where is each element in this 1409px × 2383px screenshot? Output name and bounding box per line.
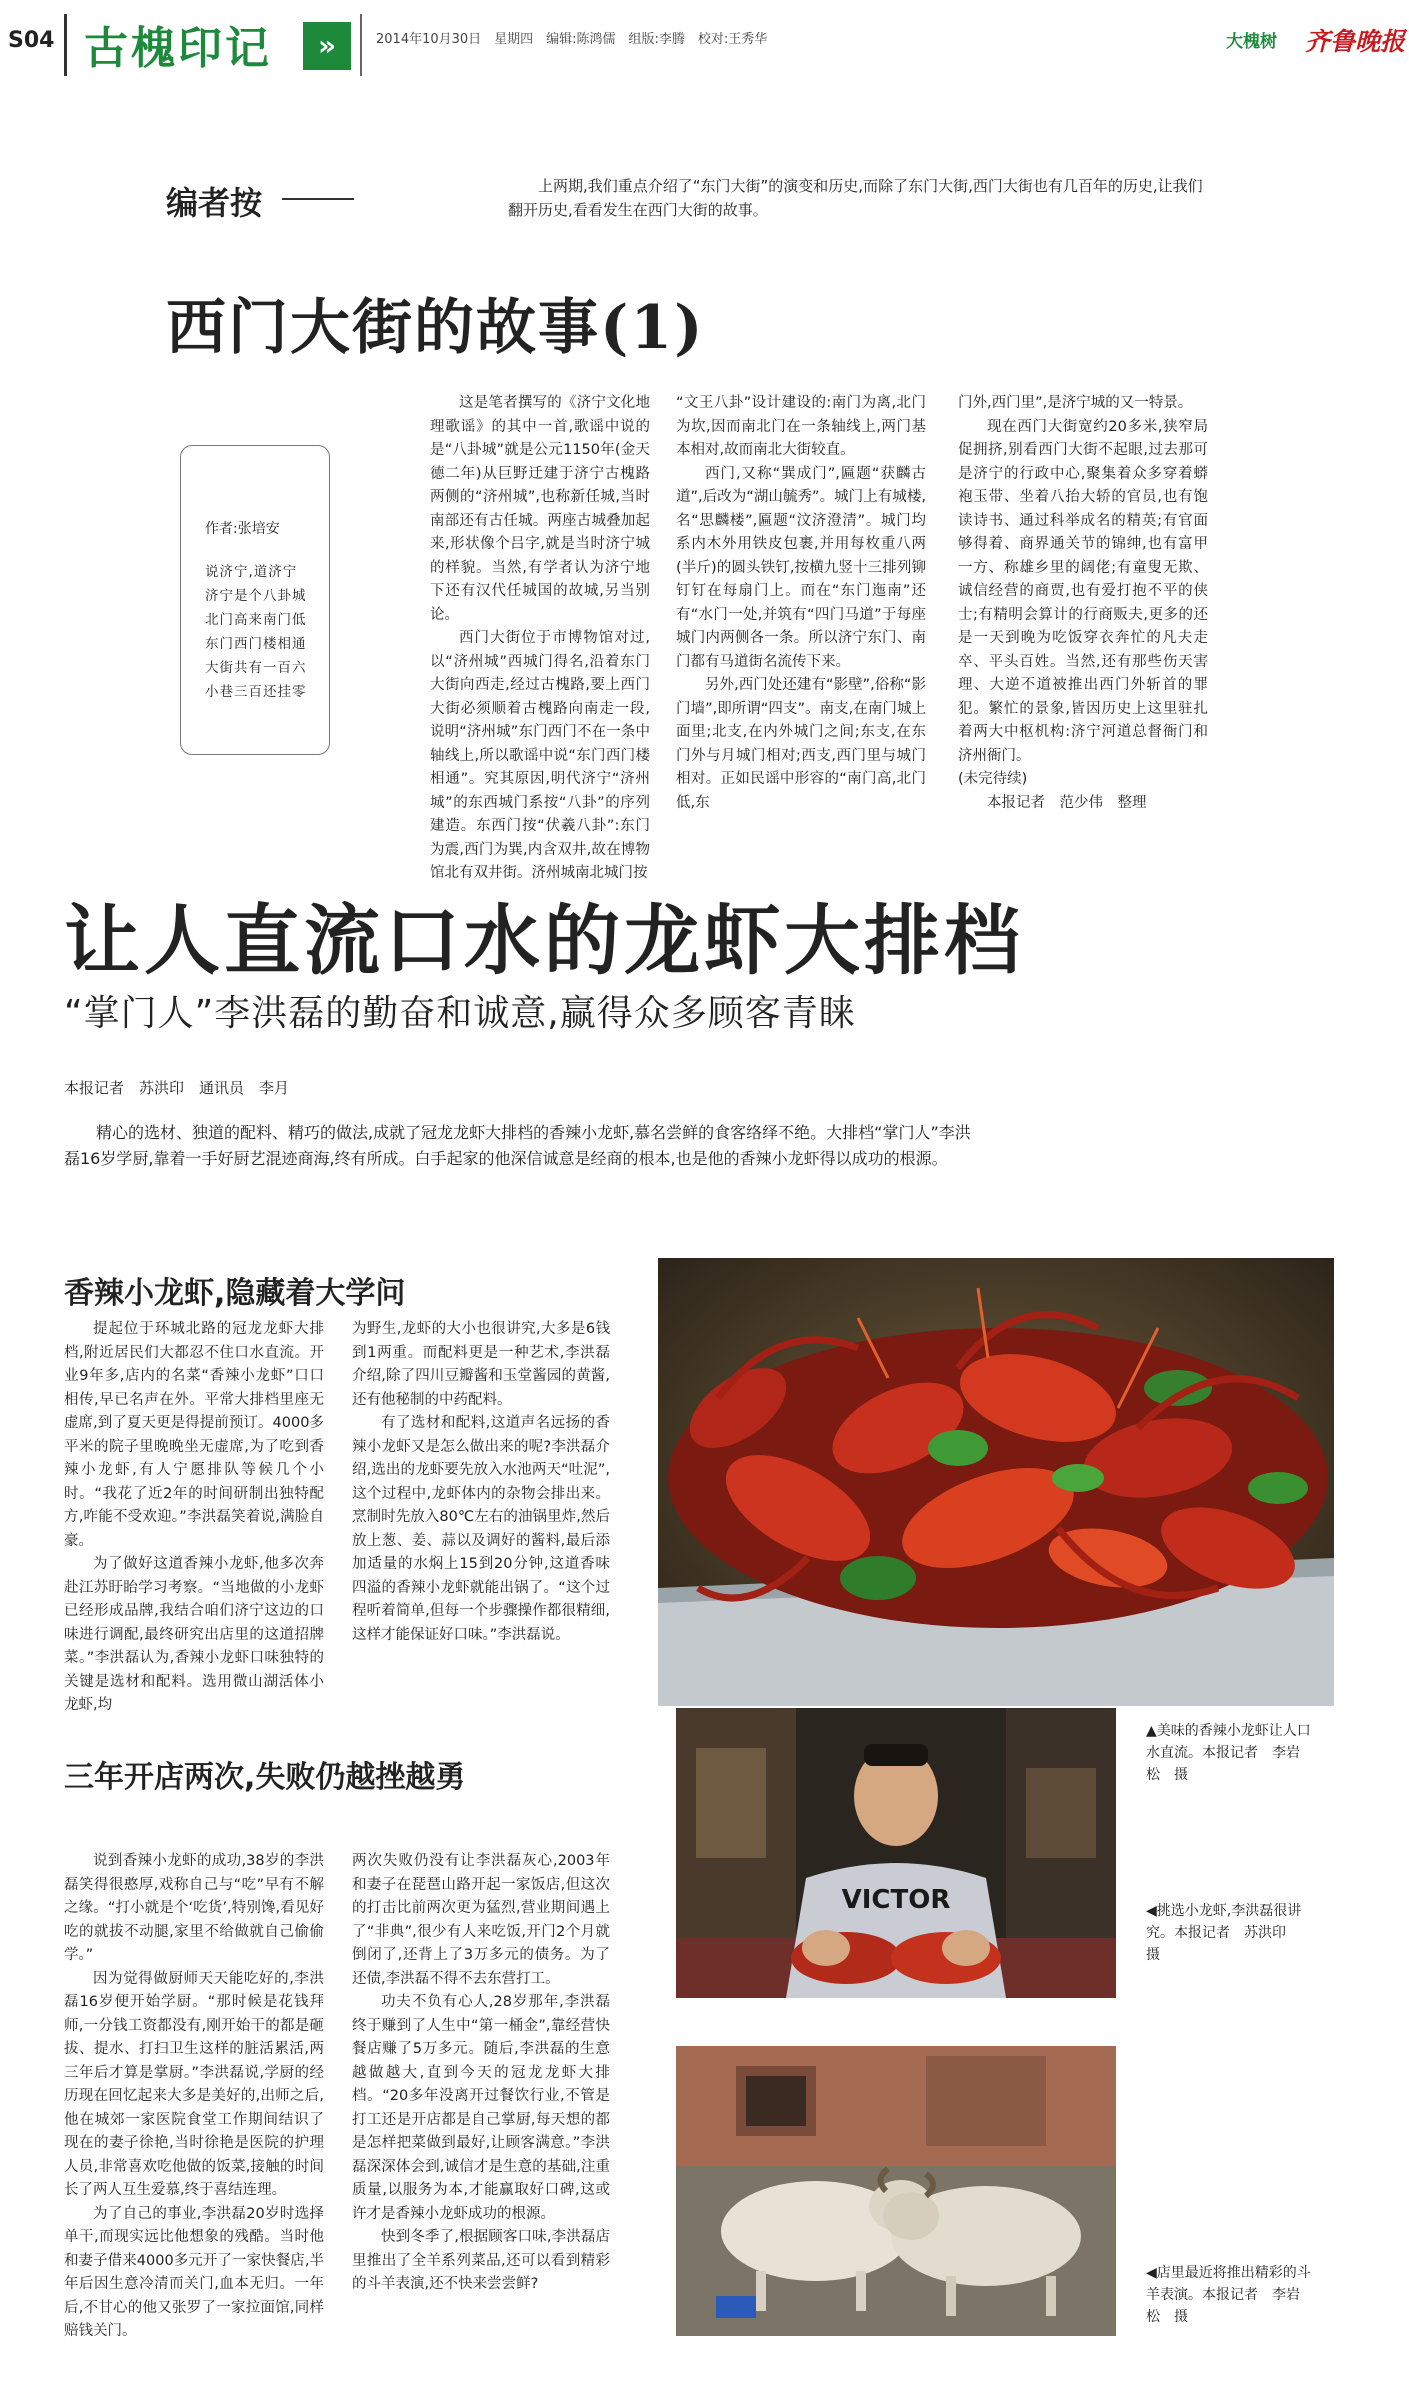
section1-heading: 香辣小龙虾,隐藏着大学问 — [64, 1276, 406, 1311]
article2-title: 让人直流口水的龙虾大排档 — [64, 896, 1024, 985]
paragraph: 提起位于环城北路的冠龙龙虾大排档,附近居民们大都忍不住口水直流。开业9年多,店内的名菜“香辣小龙虾”口口相传,早已名声在外。平常大排档里座无虚席,到了夏天更是得提前预订。4000多平米的院子里晚晚坐无虚席,为了吃到香辣小龙虾,有人宁愿排队等候几个小时。“我花了近2年的时间研制出独特配方,咋能不受欢迎。”李洪磊笑着说,满脸自豪。 — [64, 1321, 324, 1549]
paragraph: 为野生,龙虾的大小也很讲究,大多是6钱到1两重。而配料更是一种艺术,李洪磊介绍,除了四川豆瓣酱和玉堂酱园的黄酱,还有他秘制的中药配料。 — [352, 1321, 610, 1408]
paragraph: 另外,西门处还建有“影壁”,俗称“影门墙”,即所谓“四支”。南支,在南门城上面里;北支,在内外城门之间;东支,在东门外与月城门相对;西支,西门里与城门相对。正如民谣中形容的“南门高,北门低,东 — [676, 677, 926, 811]
photo2-caption: ◀挑选小龙虾,李洪磊很讲究。本报记者 苏洪印 摄 — [1146, 1903, 1302, 1963]
paragraph: 因为觉得做厨师天天能吃好的,李洪磊16岁便开始学厨。“那时候是花钱拜师,一分钱工资都没有,刚开始干的都是砸拔、提水、打扫卫生这样的脏活累活,两三年后才算是掌厨。”李洪磊说,学厨的经历现在回忆起来大多是美好的,出师之后,他在城郊一家医院食堂工作期间结识了现在的妻子徐艳,当时徐艳是医院的护理人员,非常喜欢吃他做的饭菜,接触的时间长了两人互生爱慕,终于喜结连理。 — [64, 1970, 324, 2198]
paragraph: 两次失败仍没有让李洪磊灰心,2003年和妻子在琵琶山路开起一家饭店,但这次的打击比前两次更为猛烈,营业期间遇上了“非典”,很少有人来吃饭,开门2个月就倒闭了,还背上了3万多元的债务。为了还债,李洪磊不得不去东营打工。 — [352, 1853, 610, 1987]
paragraph: (未完待续) — [958, 771, 1028, 787]
author-name: 作者:张培安 — [205, 521, 280, 537]
article2-byline: 本报记者 苏洪印 通讯员 李月 — [64, 1079, 290, 1097]
author-box — [180, 445, 330, 755]
article1-title: 西门大街的故事(1) — [166, 293, 705, 363]
section1-column-1 — [64, 1318, 324, 1718]
article1-credit: 本报记者 范少伟 整理 — [987, 794, 1147, 811]
section2-column-2 — [352, 1850, 610, 2297]
section1-column-2 — [352, 1318, 610, 1647]
newspaper-logo: 齐鲁晚报 — [1305, 27, 1406, 56]
section2-heading: 三年开店两次,失败仍越挫越勇 — [64, 1760, 466, 1795]
editor-note-text: 上两期,我们重点介绍了“东门大街”的演变和历史,而除了东门大街,西门大街也有几百年的历史,让我们翻开历史,看看发生在西门大街的故事。 — [508, 177, 1203, 219]
article1-column-3 — [958, 392, 1208, 815]
paragraph: 这是笔者撰写的《济宁文化地理歌谣》的其中一首,歌谣中说的是“八卦城”就是公元1150年(金天德二年)从巨野迁建于济宁古槐路两侧的“济州城”,也称新任城,当时南部还有古任城。两座古城叠加起来,形状像个吕字,就是当时济宁城的样貌。当然,有学者认为济宁地下还有汉代任城国的故城,另当别论。 — [430, 395, 650, 623]
article2-subtitle: “掌门人”李洪磊的勤奋和诚意,赢得众多顾客青睐 — [64, 993, 856, 1034]
shirt-logo: VICTOR — [841, 1885, 951, 1915]
article1-column-2 — [676, 392, 926, 815]
article2-lead: 精心的选材、独道的配料、精巧的做法,成就了冠龙龙虾大排档的香辣小龙虾,慕名尝鲜的食客络绎不绝。大排档“掌门人”李洪磊16岁学厨,靠着一手好厨艺混迹商海,终有所成。白手起家的他深信诚意是经商的根本,也是他的香辣小龙虾得以成功的根源。 — [64, 1123, 971, 1168]
paragraph: 西门大街位于市博物馆对过,以“济州城”西城门得名,沿着东门大街向西走,经过古槐路,要上西门大街必须顺着古槐路向南走一段,说明“济州城”东门西门不在一条中轴线上,所以歌谣中说“东门西门楼相通”。究其原因,明代济宁“济州城”的东西城门系按“八卦”的序列建造。东西门按“伏羲八卦”:东门为震,西门为巽,内含双井,故在博物馆北有双井街。济州城南北城门按 — [430, 630, 650, 881]
sheep-image — [676, 2046, 1116, 2336]
paragraph: 西门,又称“巽成门”,匾题“获麟古道”,后改为“湖山毓秀”。城门上有城楼,名“思麟楼”,匾题“汶济澄清”。城门均系内木外用铁皮包裹,并用每枚重八两(半斤)的圆头铁钉,按横九竖十三排列铆钉钉在每扇门上。而在“东门迤南”还有“水门一处,并筑有“四门马道”于每座城门内两侧各一条。所以济宁东门、南门都有马道街名流传下来。 — [676, 465, 926, 670]
crayfish-photo — [658, 1258, 1334, 1706]
paragraph: 快到冬季了,根据顾客口味,李洪磊店里推出了全羊系列菜品,还可以看到精彩的斗羊表演,还不快来尝尝鲜? — [352, 2229, 610, 2292]
section-title: 古槐印记 — [84, 23, 272, 74]
column-name: 大槐树 — [1226, 32, 1277, 52]
paragraph: 为了做好这道香辣小龙虾,他多次奔赴江苏盱眙学习考察。“当地做的小龙虾已经形成品牌,我结合咱们济宁这边的口味进行调配,最终研究出店里的这道招牌菜。”李洪磊认为,香辣小龙虾口味独特的关键是选材和配料。选用微山湖活体小龙虾,均 — [64, 1556, 324, 1713]
article1-column-1 — [430, 392, 650, 886]
paragraph: 为了自己的事业,李洪磊20岁时选择单干,而现实远比他想象的残酷。当时他和妻子借来4000多元开了一家快餐店,半年后因生意冷清而关门,血本无归。一年后,不甘心的他又张罗了一家拉面馆,同样赔钱关门。 — [64, 2205, 324, 2339]
section2-column-1 — [64, 1850, 324, 2344]
paragraph: 功夫不负有心人,28岁那年,李洪磊终于赚到了人生中“第一桶金”,靠经营快餐店赚了5万多元。随后,李洪磊的生意越做越大,直到今天的冠龙龙虾大排档。“20多年没离开过餐饮行业,不管是打工还是开店都是自己掌厨,每天想的都是怎样把菜做到最好,让顾客满意。”李洪磊深深体会到,诚信才是生意的基础,注重质量,以服务为本,才能赢取好口碑,这或许才是香辣小龙虾成功的根源。 — [352, 1994, 610, 2222]
owner-image — [676, 1708, 1116, 1998]
issue-meta: 2014年10月30日 星期四 编辑:陈鸿儒 组版:李腾 校对:王秀华 — [376, 32, 768, 47]
paragraph: “文王八卦”设计建设的:南门为离,北门为坎,因而南北门在一条轴线上,两门基本相对,故而南北大街较直。 — [676, 395, 926, 458]
photo3-caption: ◀店里最近将推出精彩的斗羊表演。本报记者 李岩松 摄 — [1146, 2265, 1311, 2325]
paragraph: 说到香辣小龙虾的成功,38岁的李洪磊笑得很憨厚,戏称自己与“吃”早有不解之缘。“打小就是个‘吃货’,特别馋,看见好吃的就拔不动腿,家里不给做就自己偷偷学。” — [64, 1853, 324, 1963]
folk-rhyme: 说济宁,道济宁济宁是个八卦城北门高来南门低东门西门楼相通大街共有一百六小巷三百还挂零 — [205, 564, 307, 700]
photo1-caption: ▲美味的香辣小龙虾让人口水直流。本报记者 李岩松 摄 — [1146, 1723, 1311, 1783]
paragraph: 现在西门大街宽约20多米,狭窄局促拥挤,别看西门大街不起眼,过去那可是济宁的行政中心,聚集着众多穿着蟒袍玉带、坐着八抬大轿的官员,也有饱读诗书、通过科举成名的精英;有官面够得着、商界通关节的锦绅,也有富甲一方、称雄乡里的阔佬;有童叟无欺、诚信经营的商贾,也有爱打抱不平的侠士;有精明会算计的行商贩夫,更多的还是一天到晚为吃饭穿衣奔忙的凡夫走卒、平头百姓。当然,还有那些伤天害理、大逆不道被推出西门外斩首的罪犯。繁忙的景象,皆因历史上这里驻扎着两大中枢机构:济宁河道总督衙门和济州衙门。 — [958, 418, 1208, 764]
editor-note-rule — [282, 198, 354, 200]
owner-photo — [676, 1708, 1116, 1998]
paragraph: 有了选材和配料,这道声名远扬的香辣小龙虾又是怎么做出来的呢?李洪磊介绍,选出的龙虾要先放入水池两天“吐泥”,这个过程中,龙虾体内的杂物会排出来。烹制时先放入80℃左右的油锅里炸,然后放上葱、姜、蒜以及调好的酱料,最后添加适量的水焖上15到20分钟,这道香味四溢的香辣小龙虾就能出锅了。“这个过程听着简单,但每一个步骤操作都很精细,这样才能保证好口味。”李洪磊说。 — [352, 1415, 610, 1643]
section-arrow-icon: » — [303, 22, 351, 70]
editor-note-label: 编者按 — [166, 184, 263, 222]
header-divider — [64, 14, 67, 76]
crayfish-image — [658, 1258, 1334, 1706]
sheep-photo — [676, 2046, 1116, 2336]
paragraph: 门外,西门里”,是济宁城的又一特景。 — [958, 395, 1193, 411]
page-number: S04 — [8, 28, 55, 53]
meta-divider — [360, 14, 362, 76]
